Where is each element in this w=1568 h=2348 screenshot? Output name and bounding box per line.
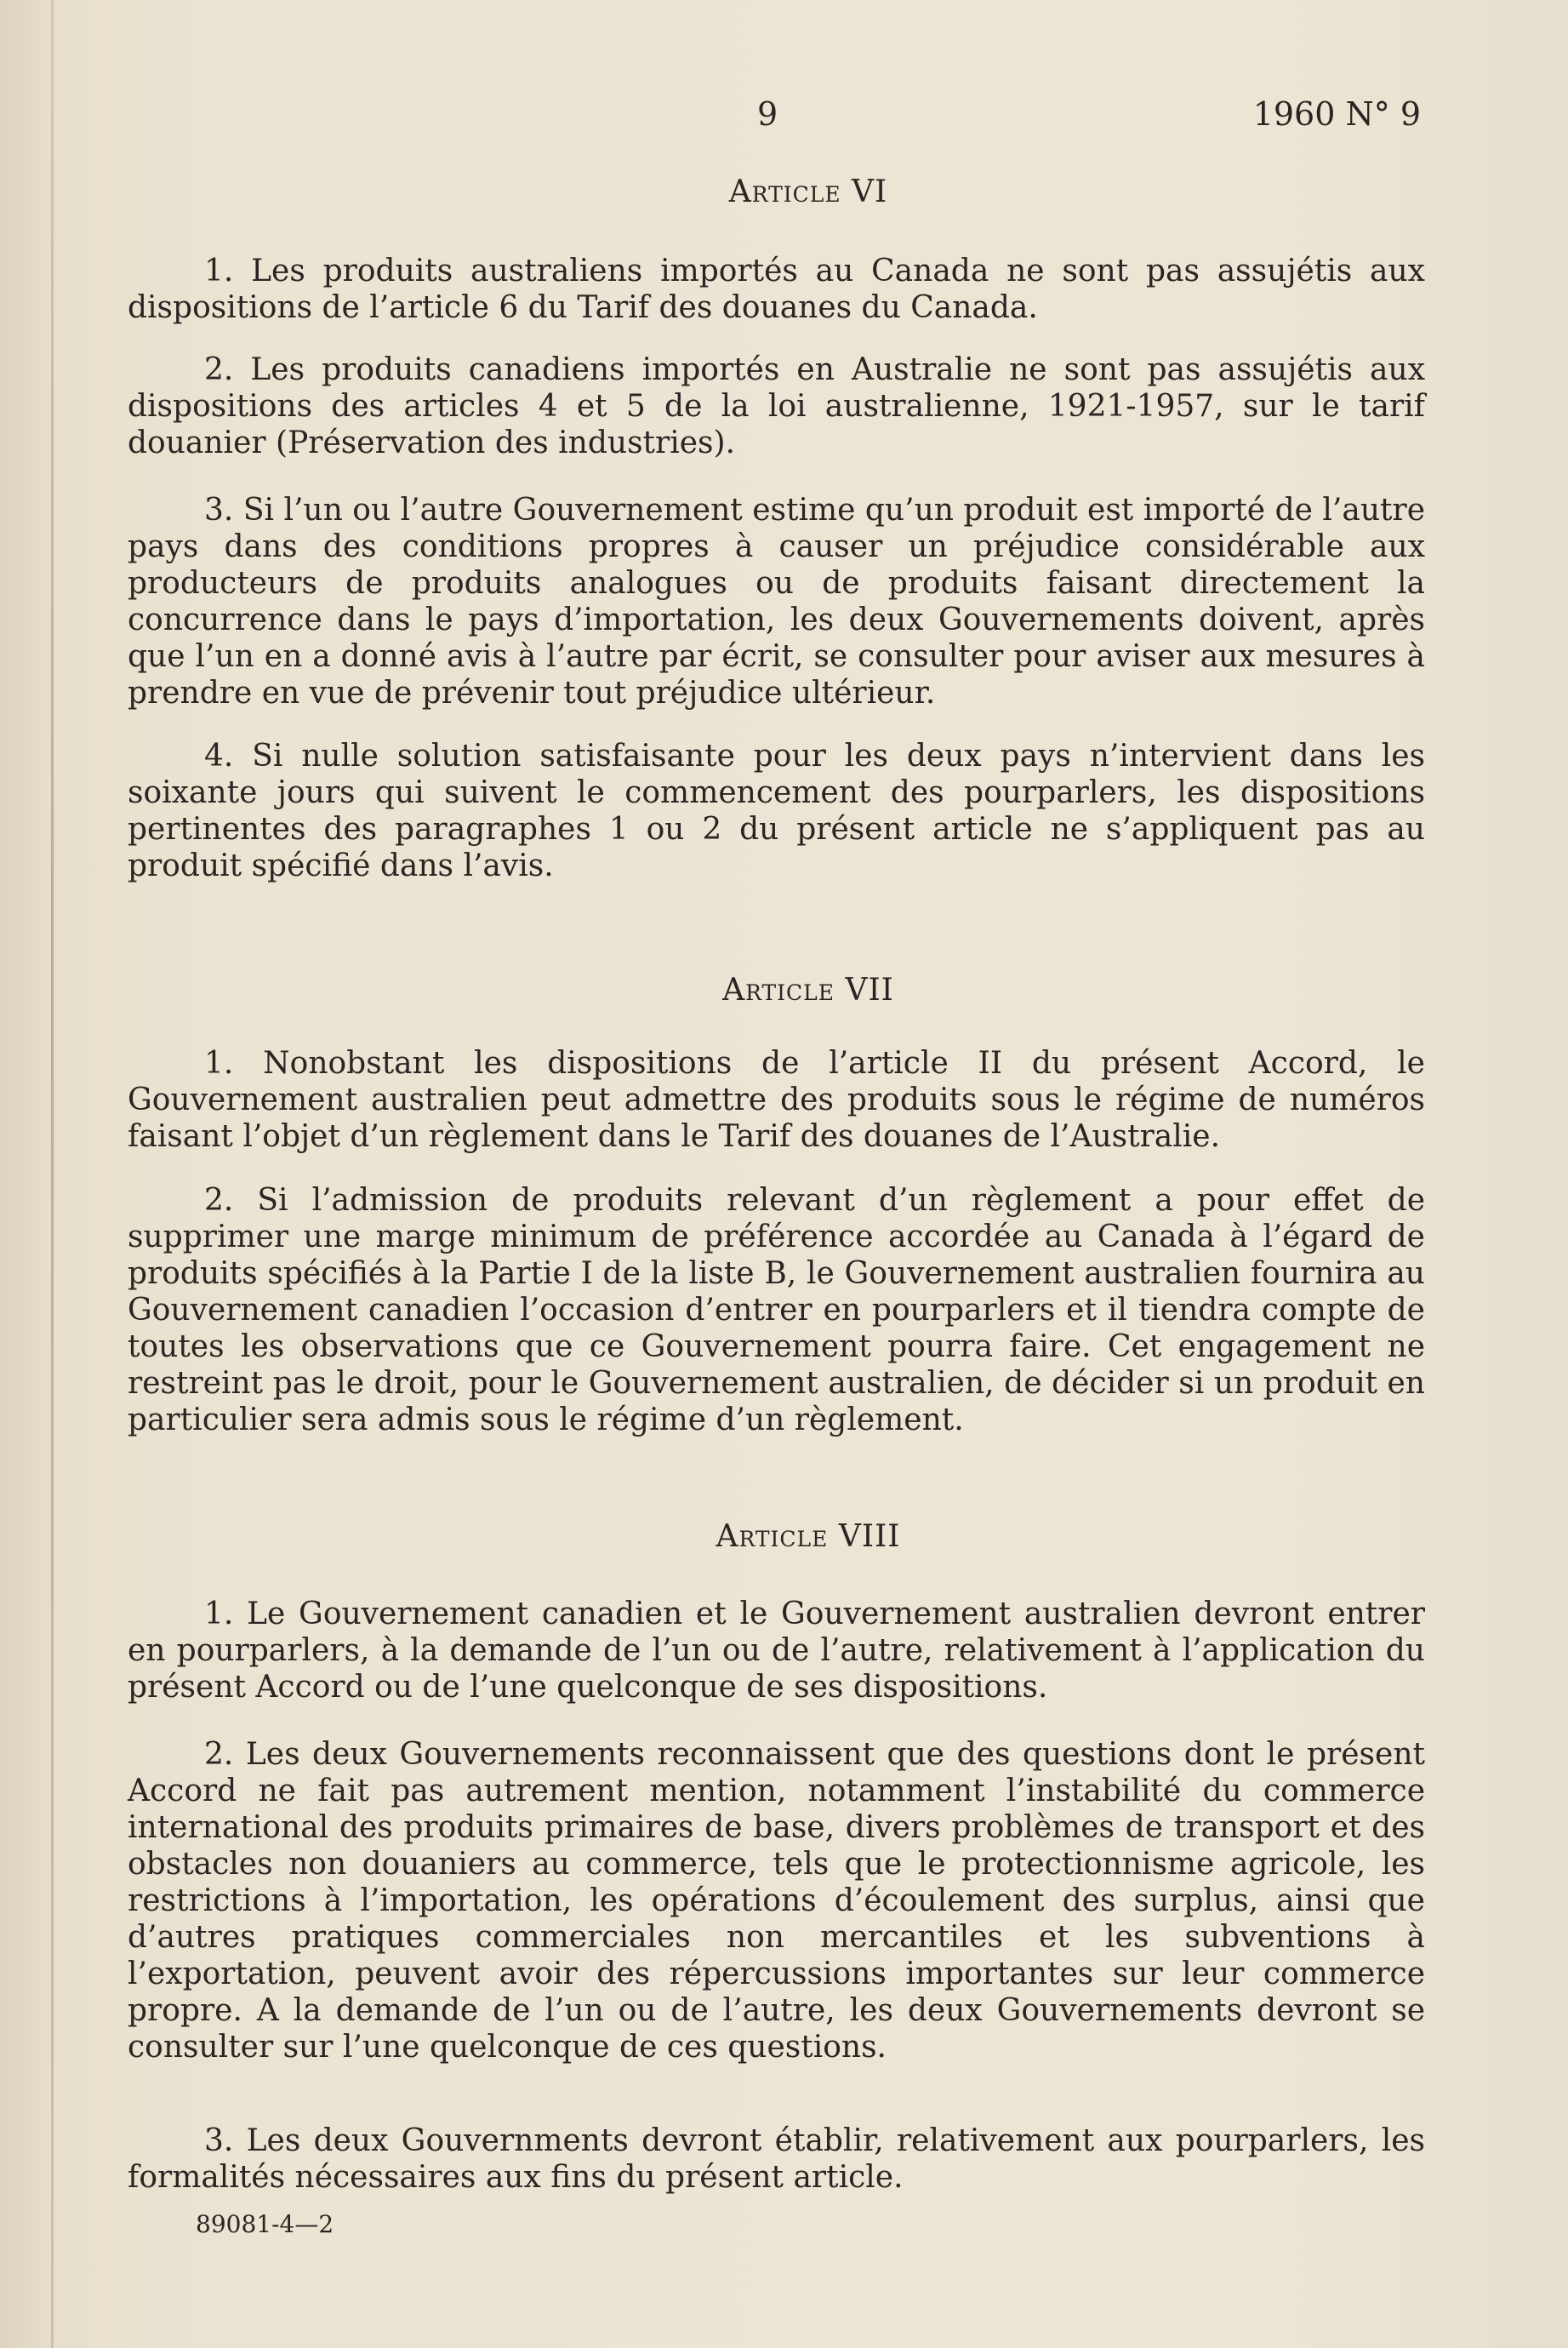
paragraph: 3. Les deux Gouvernments devront établir, relativement aux pourparlers, les formalités nécessaires aux fins du présent article. — [128, 2123, 1425, 2195]
paragraph: 1. Les produits australiens importés au Canada ne sont pas assujétis aux dispositions de l’article 6 du Tarif des douanes du Canada. — [128, 254, 1425, 325]
page-header — [196, 95, 1421, 146]
paragraph: 2. Les produits canadiens importés en Australie ne sont pas assujétis aux dispositions des articles 4 et 5 de la loi australienne, 1921-1957, sur le tarif douanier (Préservation des industries). — [128, 352, 1425, 460]
binding-edge — [51, 0, 54, 2348]
page-number: 9 — [757, 95, 778, 133]
paragraph: 1. Nonobstant les dispositions de l’article II du présent Accord, le Gouvernement australien peut admettre des produits sous le régime de numéros faisant l’objet d’un règlement dans le Tarif des douanes de l’Australie. — [128, 1046, 1425, 1154]
article-heading: Article VIII — [716, 1519, 901, 1554]
paragraph: 1. Le Gouvernement canadien et le Gouvernement australien devront entrer en pourparlers, à la demande de l’un ou de l’autre, relativement à l’application du présent Accord ou de l’une quelconque de ses dispositions. — [128, 1597, 1425, 1705]
print-code: 89081-4—2 — [196, 2210, 334, 2238]
paragraph: 3. Si l’un ou l’autre Gouvernement estime qu’un produit est importé de l’autre pays dans des conditions propres à causer un préjudice considérable aux producteurs de produits analogues ou de produits faisant directement la concurrence dans le pays d’importation, les deux Gouvernements doivent, après que l’un en a donné avis à l’autre par écrit, se consulter pour aviser aux mesures à prendre en vue de prévenir tout préjudice ultérieur. — [128, 493, 1425, 711]
article-heading: Article VI — [728, 174, 888, 209]
paragraph: 2. Si l’admission de produits relevant d’un règlement a pour effet de supprimer une marge minimum de préférence accordée au Canada à l’égard de produits spécifiés à la Partie I de la liste B, le Gouvernement australien fournira au Gouvernement canadien l’occasion d’entrer en pourparlers et il tiendra compte de toutes les observations que ce Gouvernement pourra faire. Cet engagement ne restreint pas le droit, pour le Gouvernement australien, de décider si un produit en particulier sera admis sous le régime d’un règlement. — [128, 1183, 1425, 1437]
paragraph: 4. Si nulle solution satisfaisante pour les deux pays n’intervient dans les soixante jours qui suivent le commencement des pourparlers, les dispositions pertinentes des paragraphes 1 ou 2 du présent article ne s’appliquent pas au produit spécifié dans l’avis. — [128, 739, 1425, 883]
page-reference: 1960 N° 9 — [1252, 95, 1421, 133]
article-heading: Article VII — [722, 973, 894, 1008]
paragraph: 2. Les deux Gouvernements reconnaissent que des questions dont le présent Accord ne fait pas autrement mention, notamment l’instabilité du commerce international des produits primaires de base, divers problèmes de transport et des obstacles non douaniers au commerce, tels que le protectionnisme agricole, les restrictions à l’importation, les opérations d’écoulement des surplus, ainsi que d’autres pratiques commerciales non mercantiles et les subventions à l’exportation, peuvent avoir des répercussions importantes sur leur commerce propre. A la demande de l’un ou de l’autre, les deux Gouvernements devront se consulter sur l’une quelconque de ces questions. — [128, 1737, 1425, 2065]
